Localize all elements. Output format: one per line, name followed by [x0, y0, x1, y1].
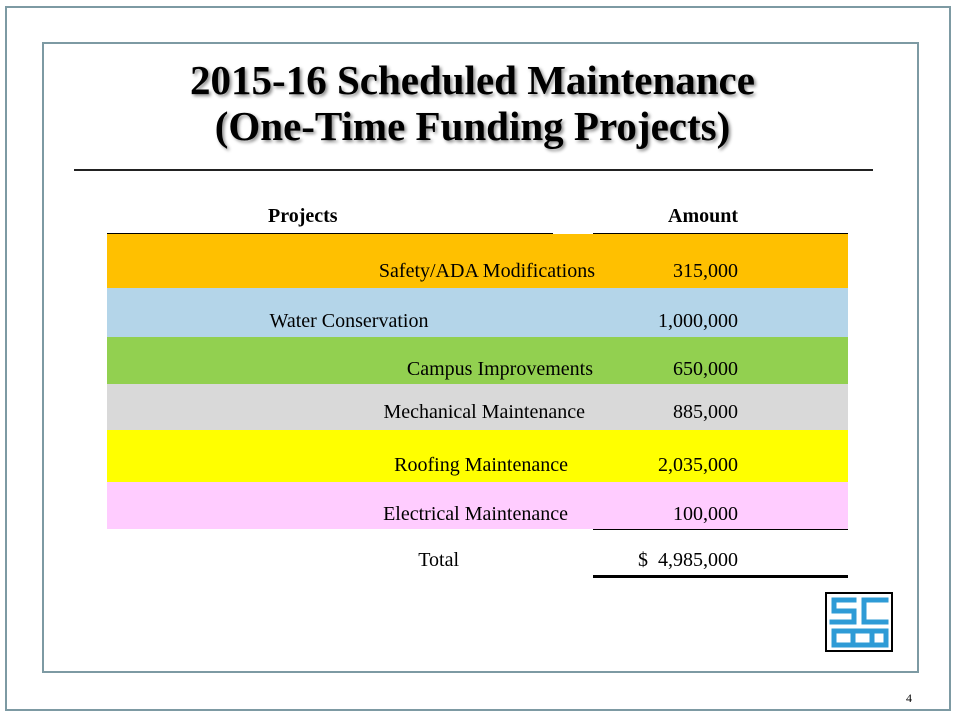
- total-amount: $ 4,985,000: [638, 549, 738, 571]
- total-row: [107, 530, 848, 574]
- slide-title: [70, 57, 875, 149]
- table-row: [107, 384, 848, 430]
- table-row: [107, 234, 848, 288]
- total-divider: [593, 575, 848, 578]
- table-row: [107, 482, 848, 529]
- project-name: Mechanical Maintenance: [383, 401, 585, 423]
- project-amount: 315,000: [673, 260, 738, 282]
- total-label: Total: [418, 549, 459, 571]
- title-line-1: 2015-16 Scheduled Maintenance: [190, 57, 755, 103]
- table-row: [107, 337, 848, 384]
- project-amount: 100,000: [673, 503, 738, 525]
- project-amount: 885,000: [673, 401, 738, 423]
- project-name: Campus Improvements: [406, 358, 593, 380]
- column-header-amount: Amount: [668, 205, 739, 227]
- project-name: Roofing Maintenance: [394, 454, 568, 476]
- page-number: 4: [906, 691, 912, 705]
- table-row: [107, 430, 848, 482]
- project-name: Water Conservation: [269, 310, 429, 332]
- scccd-logo-icon: [825, 592, 893, 652]
- project-amount: 2,035,000: [658, 454, 738, 476]
- project-name: Electrical Maintenance: [383, 503, 568, 525]
- column-header-projects: Projects: [268, 205, 338, 227]
- title-line-2: (One-Time Funding Projects): [214, 103, 731, 149]
- logo-graphic: [827, 594, 891, 650]
- table-row: [107, 288, 848, 337]
- project-name: Safety/ADA Modifications: [378, 260, 595, 282]
- title-divider: [74, 169, 873, 171]
- project-amount: 1,000,000: [658, 310, 738, 332]
- project-amount: 650,000: [673, 358, 738, 380]
